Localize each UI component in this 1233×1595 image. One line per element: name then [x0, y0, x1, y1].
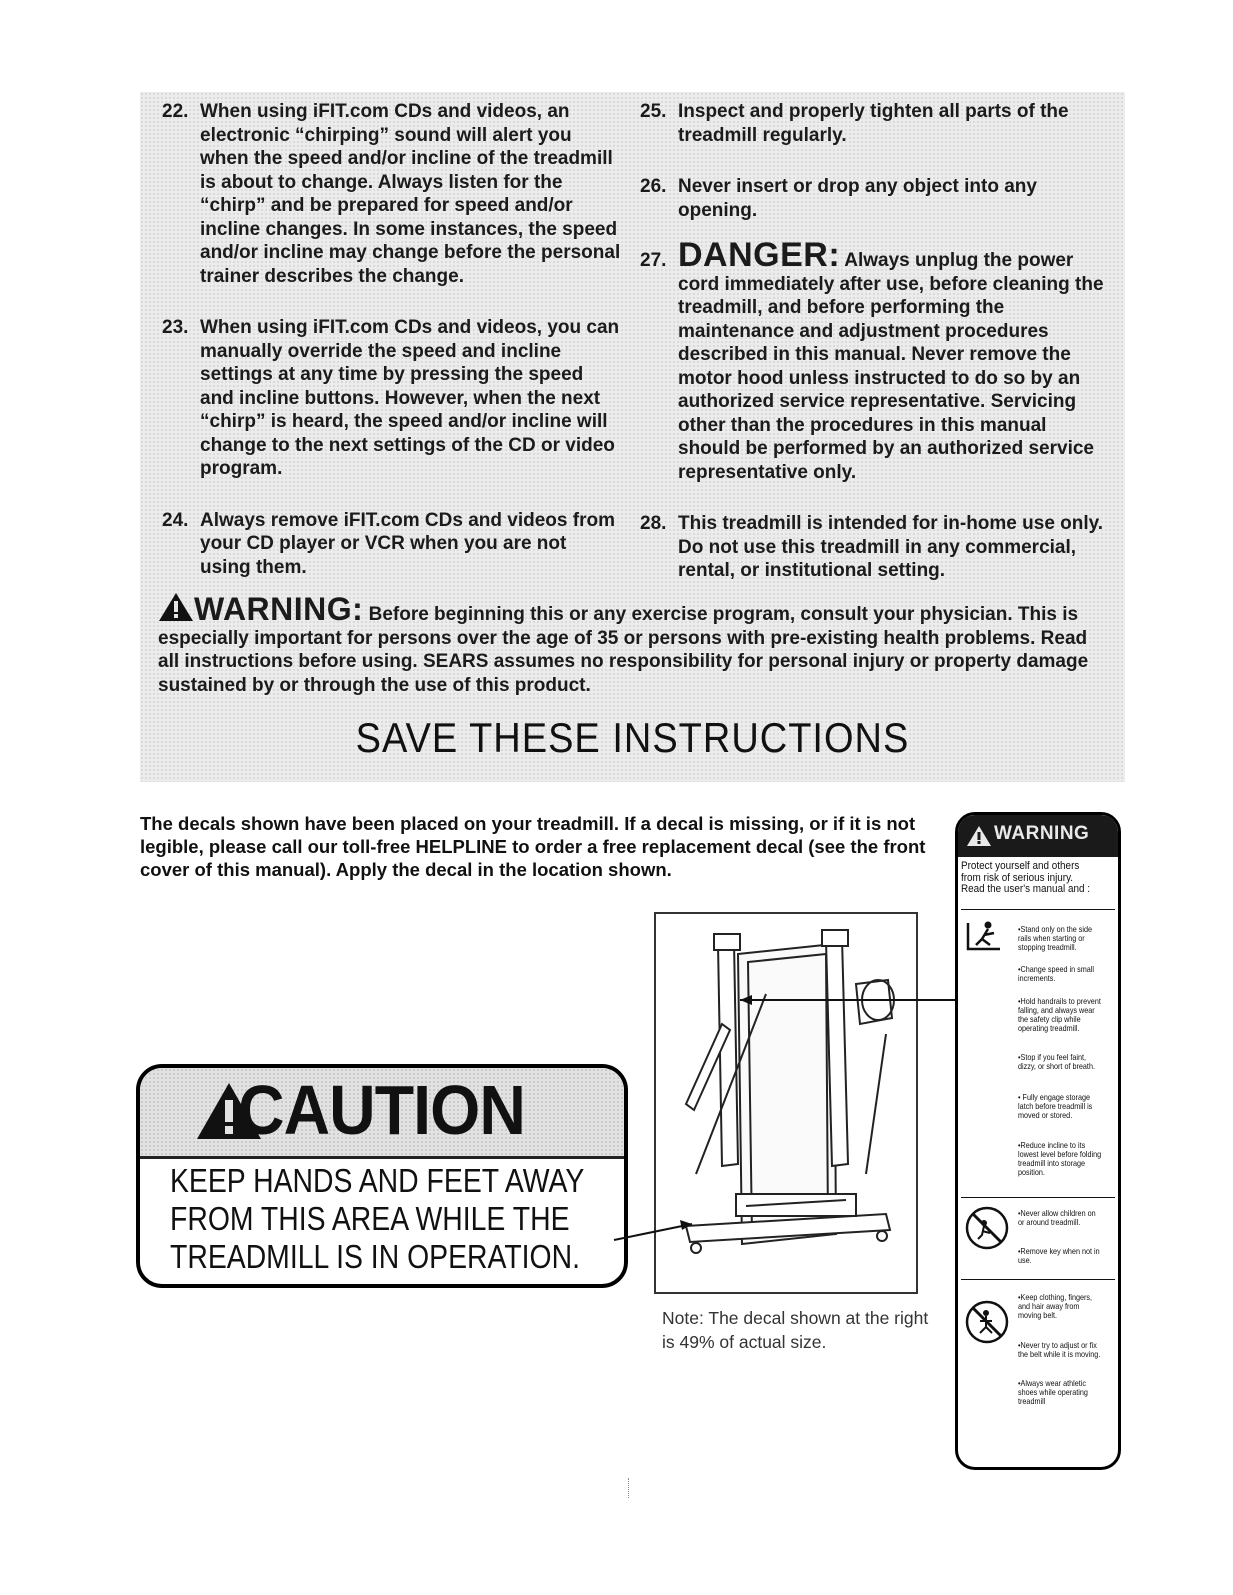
warning-decal-item: • Fully engage storage latch before treadmill is moved or stored. [1018, 1092, 1093, 1120]
warning-label: WARNING [194, 591, 353, 627]
decal-divider [961, 909, 1115, 910]
decal-divider [961, 1197, 1115, 1198]
caution-header [140, 1068, 624, 1159]
caution-decal [136, 1064, 628, 1288]
decal-paragraph: The decals shown have been placed on your treadmill. If a decal is missing, or if it is not legible, please call our toll-free HELPLINE to order a free replacement decal (see the front cover of this manual). Apply the decal in the location shown. [140, 813, 926, 880]
warning-decal [955, 812, 1121, 1470]
warning-decal-item: •Always wear athletic shoes while operating treadmill [1018, 1378, 1088, 1406]
danger-label: DANGER [678, 236, 829, 274]
warning-decal-header [958, 815, 1118, 857]
no-children-icon [964, 1205, 1010, 1251]
warning-decal-item: •Hold handrails to prevent falling, and always wear the safety clip while operating treadmill. [1018, 996, 1101, 1033]
warning-decal-item: •Stand only on the side rails when starting or stopping treadmill. [1018, 924, 1093, 952]
warning-decal-item: •Stop if you feel faint, dizzy, or short of breath. [1018, 1052, 1095, 1071]
save-instructions-title: SAVE THESE INSTRUCTIONS [355, 715, 910, 763]
decal-size-note: Note: The decal shown at the right is 49% of actual size. [662, 1308, 929, 1352]
moving-belt-hazard-icon [964, 1299, 1010, 1345]
warning-decal-item: •Change speed in small increments. [1018, 964, 1095, 983]
warning-decal-item: •Remove key when not in use. [1018, 1246, 1100, 1265]
safety-item-27: 27. DANGER: Always unplug the power cord immediately after use, before cleaning the treadmill, and before performing the maintenance and adjustment procedures described in this manual. Never remove the motor hood unless instructed to do so by an authorized service representative. Servicing other than the procedures in this manual should be performed by an authorized service representative only. [640, 236, 1104, 483]
warning-decal-item: •Reduce incline to its lowest level before folding treadmill into storage position. [1018, 1140, 1102, 1177]
warning-decal-item: •Never try to adjust or fix the belt while it is moving. [1018, 1340, 1101, 1359]
caution-message: KEEP HANDS AND FEET AWAY FROM THIS AREA WHILE THE TREADMILL IS IN OPERATION. [170, 1162, 585, 1275]
warning-decal-triangle-icon [966, 825, 992, 847]
safety-item-26: 26. Never insert or drop any object into any opening. [640, 176, 1037, 221]
warning-decal-item: •Keep clothing, fingers, and hair away from moving belt. [1018, 1292, 1093, 1320]
stand-on-rails-icon [964, 919, 1004, 955]
caution-title: CAUTION [238, 1071, 525, 1149]
warning-decal-item: •Never allow children on or around treadmill. [1018, 1208, 1096, 1227]
safety-item-22: 22. When using iFIT.com CDs and videos, an electronic “chirping” sound will alert you when the speed and/or incline of the treadmill is about to change. Always listen for the “chirp” and be prepared for speed and/or incline changes. In some instances, the speed and/or incline may change before the personal trainer describes the change. [162, 101, 621, 287]
decal-leader-lines [600, 900, 960, 1260]
safety-column-left [152, 100, 622, 607]
warning-decal-intro: Protect yourself and others from risk of serious injury. Read the user's manual and : [961, 860, 1091, 895]
scan-artifact [628, 1478, 633, 1498]
safety-column-right [630, 100, 1110, 611]
warning-paragraph: WARNING: Before beginning this or any exercise program, consult your physician. This is especially important for persons over the age of 35 or persons with pre-existing health problems. Read all instructions before using. SEARS assumes no responsibility for personal injury or property damage sustained by or through the use of this product. [158, 591, 1089, 696]
warning-triangle-icon [158, 592, 194, 622]
safety-item-28: 28. This treadmill is intended for in-home use only. Do not use this treadmill in any commercial, rental, or institutional setting. [640, 513, 1104, 581]
safety-item-25: 25. Inspect and properly tighten all parts of the treadmill regularly. [640, 101, 1069, 146]
safety-item-24: 24. Always remove iFIT.com CDs and videos from your CD player or VCR when you are not using them. [162, 509, 615, 578]
decal-divider [961, 1279, 1115, 1280]
safety-item-23: 23. When using iFIT.com CDs and videos, you can manually override the speed and incline settings at any time by pressing the speed and incline buttons. However, when the next “chirp” is heard, the speed and/or incline will change to the next settings of the CD or video program. [162, 317, 620, 479]
warning-decal-title: WARNING [994, 823, 1090, 844]
